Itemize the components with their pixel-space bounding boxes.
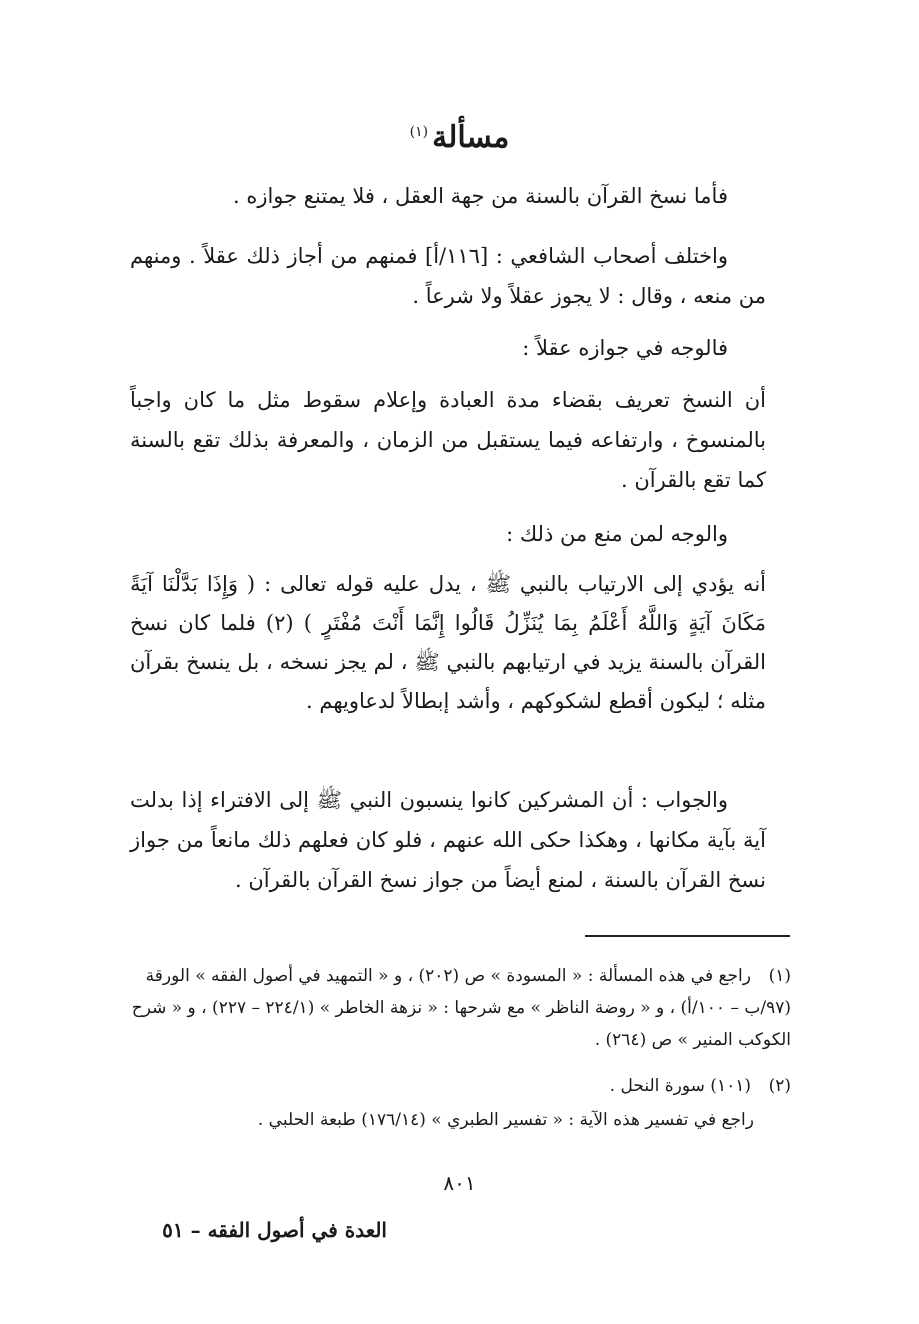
- page-number: ٨٠١: [443, 1171, 476, 1195]
- title-footnote-ref: (١): [409, 124, 429, 140]
- footnote-1-number: (١): [768, 966, 791, 986]
- running-footer: العدة في أصول الفقه – ٥١: [162, 1218, 387, 1242]
- paragraph-4: أن النسخ تعريف بقضاء مدة العبادة وإعلام سقوط مثل ما كان واجباً بالمنسوخ ، وارتفاعه فيما يستقبل من الزمان ، والمعرفة بذلك تقع بالسنة كما تقع بالقرآن .: [130, 388, 766, 492]
- paragraph-3: فالوجه في جوازه عقلاً :: [522, 336, 728, 360]
- paragraph-6: أنه يؤدي إلى الارتياب بالنبي ﷺ ، يدل عليه قوله تعالى : ( وَإِذَا بَدَّلْنَا آيَةً مَكَانَ آيَةٍ وَاللَّهُ أَعْلَمُ بِمَا يُنَزِّلُ قَالُوا إِنَّمَا أَنْتَ مُفْتَرٍ ) (٢) فلما كان نسخ القرآن بالسنة يزيد في ارتيابهم بالنبي ﷺ ، لم يجز نسخه ، بل ينسخ بقرآن مثله ؛ ليكون أقطع لشكوكهم ، وأشد إبطالاً لدعاويهم .: [130, 572, 766, 713]
- footnote-2-text: (١٠١) سورة النحل .: [609, 1076, 751, 1096]
- paragraph-7: والجواب : أن المشركين كانوا ينسبون النبي ﷺ إلى الافتراء إذا بدلت آية بآية مكانها ، وهكذا حكى الله عنهم ، فلو كان فعلهم ذلك مانعاً من جواز نسخ القرآن بالسنة ، لمنع أيضاً من جواز نسخ القرآن بالقرآن .: [130, 788, 766, 892]
- footnote-divider: [585, 935, 790, 937]
- paragraph-5: والوجه لمن منع من ذلك :: [506, 522, 728, 546]
- paragraph-2: واختلف أصحاب الشافعي : [١١٦/أ] فمنهم من أجاز ذلك عقلاً . ومنهم من منعه ، وقال : لا يجوز عقلاً ولا شرعاً .: [130, 244, 766, 308]
- footnote-1: [129, 960, 791, 1056]
- footnote-1-text: راجع في هذه المسألة : « المسودة » ص (٢٠٢) ، و « التمهيد في أصول الفقه » الورقة (٩٧/ب – ١٠٠/أ) ، و « روضة الناظر » مع شرحها : « نزهة الخاطر » (٢٢٤/١ – ٢٢٧) ، و « شرح الكوكب المنير » ص (٢٦٤) .: [131, 966, 791, 1050]
- footnote-2: [129, 1070, 791, 1102]
- footnote-2-extra: راجع في تفسير هذه الآية : « تفسير الطبري » (١٧٦/١٤) طبعة الحلبي .: [257, 1110, 754, 1130]
- section-title: [0, 110, 919, 160]
- title-text: مسألة: [432, 120, 510, 155]
- paragraph-1: فأما نسخ القرآن بالسنة من جهة العقل ، فلا يمتنع جوازه .: [232, 184, 728, 208]
- footnote-2-number: (٢): [768, 1076, 791, 1096]
